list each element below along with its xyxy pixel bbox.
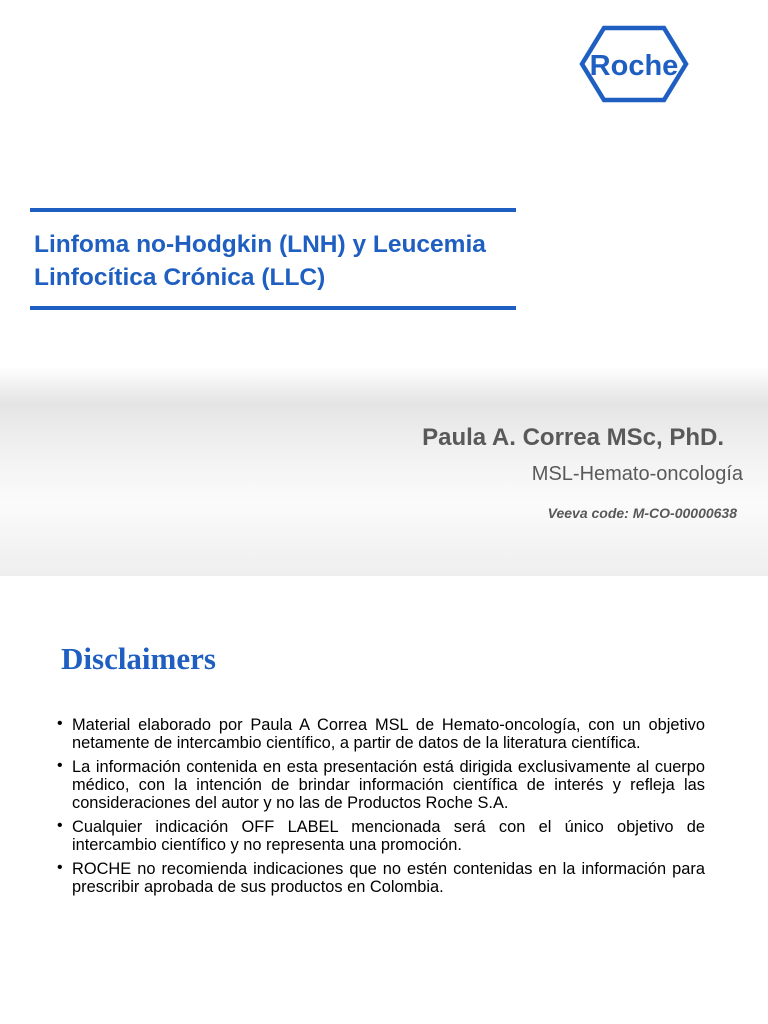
logo-text: Roche — [589, 50, 679, 82]
author-role: MSL-Hemato-oncología — [531, 463, 743, 485]
slide-title-line-1: Linfoma no-Hodgkin (LNH) y Leucemia — [34, 231, 486, 258]
bullet-icon: • — [57, 859, 63, 876]
disclaimer-text: La información contenida en esta presentación está dirigida exclusivamente al cuerpo médico, con la intención de brindar información científica de interés y refleja las consideraciones del autor y no las de Productos Roche S.A. — [72, 758, 705, 812]
title-bottom-rule — [30, 306, 516, 310]
disclaimers-heading: Disclaimers — [61, 641, 216, 676]
author-name: Paula A. Correa MSc, PhD. — [422, 424, 724, 451]
disclaimer-text: ROCHE no recomienda indicaciones que no estén contenidas en la información para prescribir aprobada de sus productos en Colombia. — [72, 860, 705, 896]
slide-title — [34, 228, 520, 294]
disclaimer-item — [57, 860, 705, 896]
veeva-code: Veeva code: M-CO-00000638 — [547, 505, 737, 521]
disclaimer-item — [57, 818, 705, 854]
bullet-icon: • — [57, 817, 63, 834]
disclaimer-item — [57, 716, 705, 752]
slide-title-line-2: Linfocítica Crónica (LLC) — [34, 264, 326, 291]
disclaimer-item — [57, 758, 705, 812]
bullet-icon: • — [57, 757, 63, 774]
disclaimer-text: Cualquier indicación OFF LABEL mencionada será con el único objetivo de intercambio científico y no representa una promoción. — [72, 818, 705, 854]
roche-hexagon-icon — [578, 24, 690, 104]
slide-title-block — [30, 208, 520, 310]
bullet-icon: • — [57, 715, 63, 732]
roche-logo — [578, 24, 690, 104]
title-top-rule — [30, 208, 516, 212]
disclaimer-text: Material elaborado por Paula A Correa MSL de Hemato-oncología, con un objetivo netamente de intercambio científico, a partir de datos de la literatura científica. — [72, 716, 705, 752]
disclaimers-list — [57, 716, 705, 902]
